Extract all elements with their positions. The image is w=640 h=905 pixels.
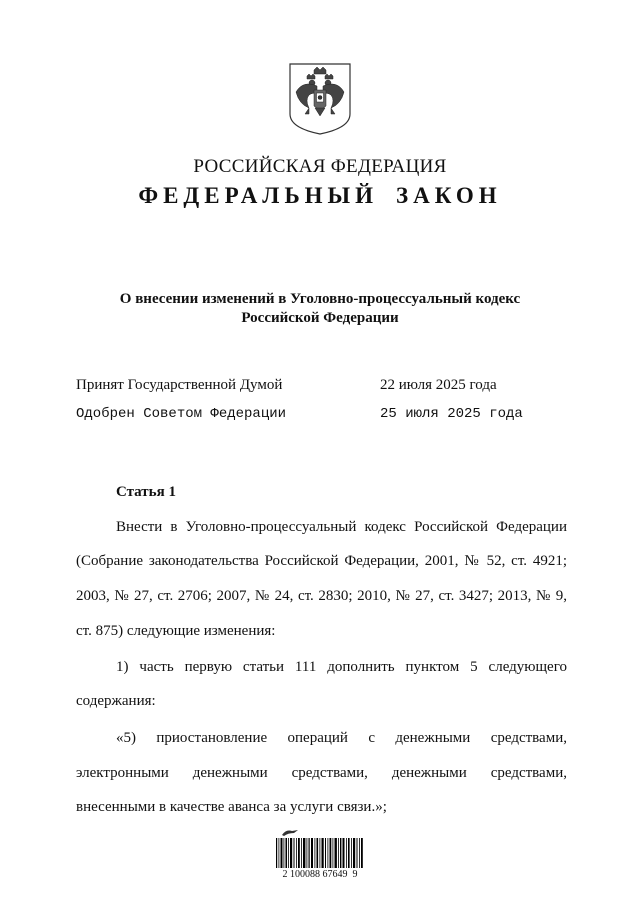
paragraph-line: 2003, № 27, ст. 2706; 2007, № 24, ст. 2830; 2010, № 27, ст. 3427; 2013, № 9, [76,588,567,604]
law-title-line: Российской Федерации [241,310,399,326]
paragraph-line: Внести в Уголовно-процессуальный кодекс Российской Федерации [116,519,567,535]
document-type-word-2: ЗАКОН [396,183,502,208]
barcode-bars [276,838,364,868]
law-title [0,290,640,328]
paragraph-line: 1) часть первую статьи 111 дополнить пунктом 5 следующего [116,659,567,675]
council-approval-date: 25 июля 2025 года [380,406,523,422]
paragraph-line: электронными денежными средствами, денежными средствами, [76,765,567,781]
paragraph-line: (Собрание законодательства Российской Федерации, 2001, № 52, ст. 4921; [76,553,567,569]
paragraph-line: ст. 875) следующие изменения: [76,623,276,639]
article-heading: Статья 1 [116,484,176,500]
paragraph-line: внесенными в качестве аванса за услуги связи.»; [76,799,387,815]
duma-adoption-date: 22 июля 2025 года [380,377,497,393]
country-name: РОССИЙСКАЯ ФЕДЕРАЦИЯ [193,156,447,177]
duma-adoption-label: Принят Государственной Думой [76,377,283,393]
council-approval-label: Одобрен Советом Федерации [76,406,287,422]
paragraph-line: «5) приостановление операций с денежными средствами, [116,730,567,746]
barcode-number: 2 100088 67649 9 [282,869,358,880]
document-type-word-1: ФЕДЕРАЛЬНЫЙ [138,183,379,208]
coat-of-arms-emblem [287,62,353,136]
law-title-line: О внесении изменений в Уголовно-процессуальный кодекс [119,291,521,307]
document-type-heading [0,183,640,209]
barcode-logo-icon [280,828,300,837]
paragraph-line: содержания: [76,693,156,709]
